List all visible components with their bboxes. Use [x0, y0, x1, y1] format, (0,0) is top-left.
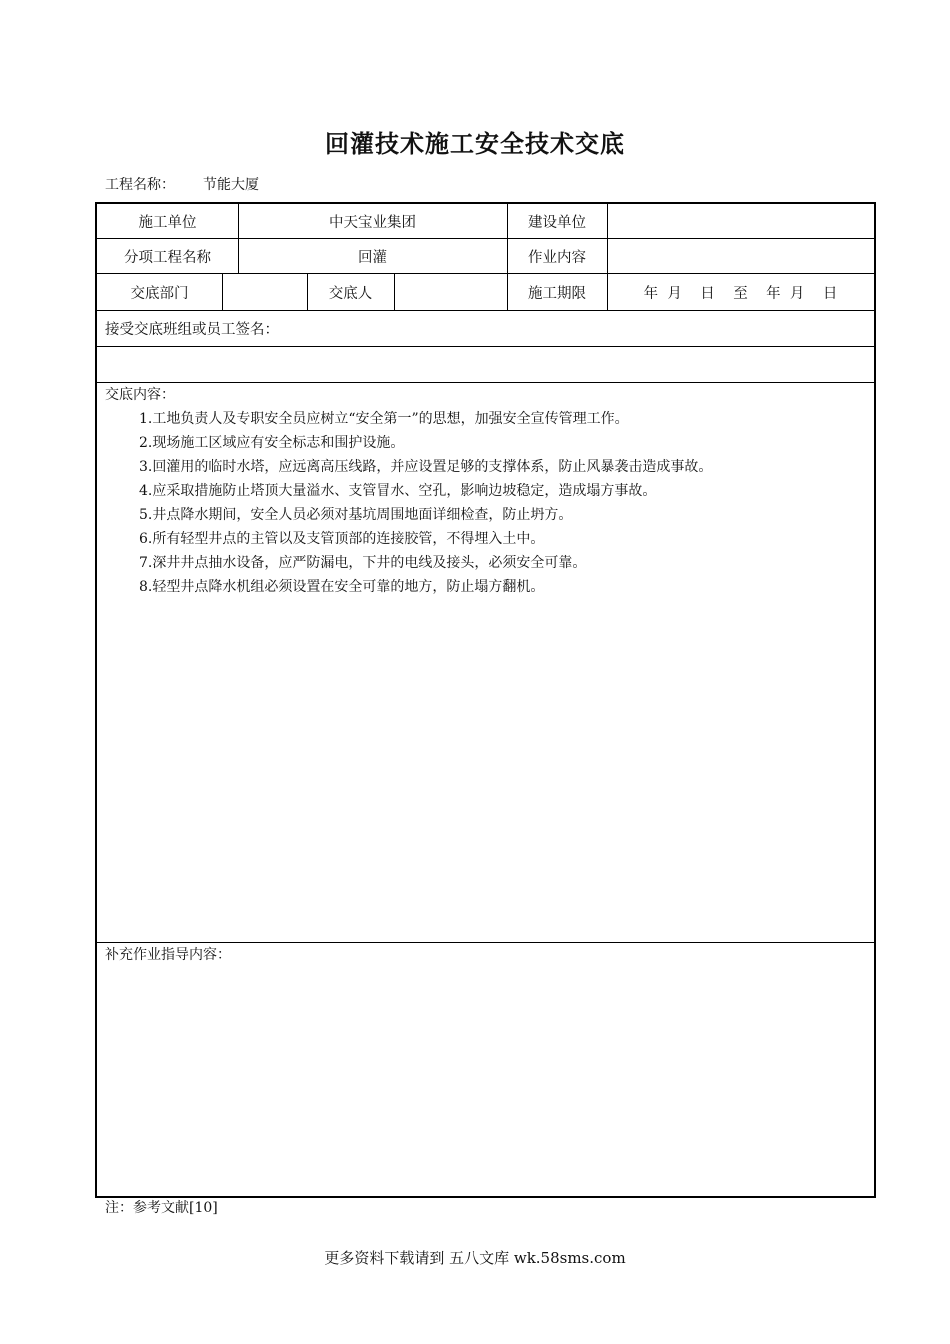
document-title: 回灌技术施工安全技术交底 — [325, 130, 625, 158]
list-item: 1.工地负责人及专职安全员应树立“安全第一”的思想，加强安全宣传管理工作。 — [139, 411, 629, 427]
sub-project-label: 分项工程名称 — [124, 249, 211, 266]
owner-unit-label: 建设单位 — [528, 214, 586, 231]
list-item: 7.深井井点抽水设备，应严防漏电，下井的电线及接头，必须安全可靠。 — [139, 555, 587, 571]
disclosure-table — [95, 202, 876, 1198]
list-item: 2.现场施工区域应有安全标志和围护设施。 — [139, 435, 405, 451]
period-label: 施工期限 — [528, 285, 586, 302]
signature-area[interactable] — [97, 347, 874, 382]
row-divider — [97, 942, 874, 943]
work-content-value[interactable] — [607, 239, 874, 273]
content-label: 交底内容： — [105, 387, 175, 403]
list-item: 8.轻型井点降水机组必须设置在安全可靠的地方，防止塌方翻机。 — [139, 579, 545, 595]
person-value[interactable] — [394, 274, 507, 310]
project-line — [105, 174, 259, 194]
footer-link[interactable]: 更多资料下载请到 五八文库 wk.58sms.com — [324, 1249, 626, 1267]
person-label: 交底人 — [328, 285, 373, 302]
dept-value[interactable] — [222, 274, 307, 310]
dept-label: 交底部门 — [130, 285, 189, 302]
construction-unit-label: 施工单位 — [138, 214, 197, 231]
row-divider — [97, 382, 874, 383]
work-content-label: 作业内容 — [528, 249, 586, 266]
project-label: 工程名称： — [105, 177, 175, 193]
list-item: 3.回灌用的临时水塔，应远离高压线路，并应设置足够的支撑体系，防止风暴袭击造成事故。 — [139, 459, 713, 475]
sub-project-value[interactable]: 回灌 — [358, 249, 387, 266]
list-item: 6.所有轻型井点的主管以及支管顶部的连接胶管，不得埋入土中。 — [139, 531, 545, 547]
signature-label: 接受交底班组或员工签名： — [105, 322, 279, 338]
period-value[interactable]: 年 月 日 至 年 月 日 — [643, 285, 838, 302]
list-item: 4.应采取措施防止塔顶大量溢水、支管冒水、空孔，影响边坡稳定，造成塌方事故。 — [139, 483, 657, 499]
project-value: 节能大厦 — [203, 177, 259, 193]
list-item: 5.井点降水期间，安全人员必须对基坑周围地面详细检查，防止坍方。 — [139, 507, 573, 523]
supplement-label: 补充作业指导内容： — [105, 947, 231, 963]
construction-unit-value[interactable]: 中天宝业集团 — [329, 214, 416, 231]
reference-note: 注：参考文献[10] — [105, 1200, 218, 1216]
owner-unit-value[interactable] — [607, 204, 874, 238]
